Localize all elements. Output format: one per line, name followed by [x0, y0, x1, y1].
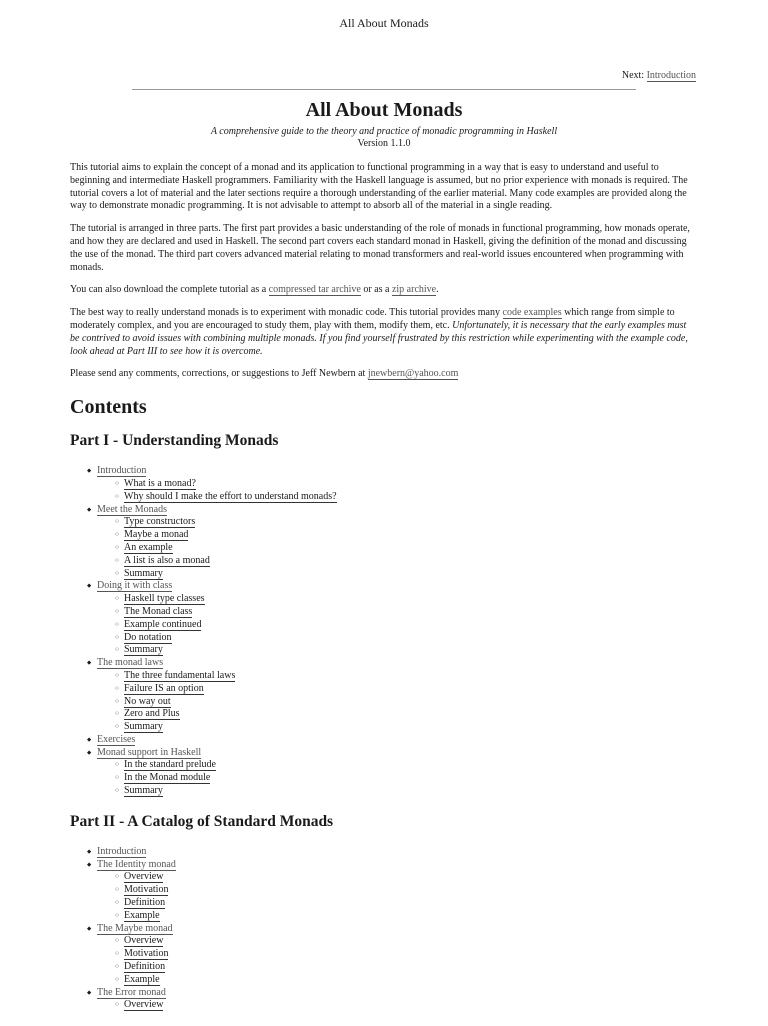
toc-sublink-what-is-a-monad[interactable]: What is a monad?	[124, 477, 196, 489]
toc-sublink-overview[interactable]: Overview	[124, 871, 164, 883]
next-label: Next:	[621, 70, 645, 81]
toc-sublist	[97, 516, 698, 580]
code-examples-link[interactable]: code examples	[502, 307, 562, 319]
toc-link-the-error-monad[interactable]: The Error monad	[97, 986, 166, 998]
toc-sublink-an-example[interactable]: An example	[124, 541, 173, 553]
toc-subitem	[124, 568, 698, 581]
toc-sublist	[97, 871, 698, 922]
toc-sublink-definition[interactable]: Definition	[124, 897, 166, 909]
toc-subitem	[124, 555, 698, 568]
toc-subitem	[124, 910, 698, 923]
toc-item	[97, 859, 698, 923]
intro-paragraph-2: The tutorial is arranged in three parts. The first part provides a basic understanding of the role of monads in functional programming, how monads operate, and how they are declared and used in Haskell. The second part covers each standard monad in Haskell, giving the definition of the monad and discussing the use of the monad. The third part covers advanced material relating to monad transformers and real-world issues encountered when programming with monads.	[70, 223, 690, 273]
page-title: All About Monads	[305, 99, 463, 121]
toc-link-introduction[interactable]: Introduction	[97, 465, 147, 477]
toc-sublink-zero-and-plus[interactable]: Zero and Plus	[124, 708, 180, 720]
toc-sublink-definition[interactable]: Definition	[124, 961, 166, 973]
toc-sublink-example-continued[interactable]: Example continued	[124, 618, 202, 630]
toc-subitem	[124, 516, 698, 529]
toc-subitem	[124, 696, 698, 709]
toc-subitem	[124, 542, 698, 555]
toc-sublink-failure-is-an-option[interactable]: Failure IS an option	[124, 682, 204, 694]
zip-archive-link[interactable]: zip archive	[391, 284, 437, 296]
toc-item	[97, 747, 698, 798]
toc-item	[97, 987, 698, 1013]
toc-subitem	[124, 644, 698, 657]
page-header: All About Monads	[339, 16, 429, 30]
toc-list-part-1	[70, 465, 698, 798]
toc-sublink-example[interactable]: Example	[124, 973, 160, 985]
toc-link-doing-it-with-class[interactable]: Doing it with class	[97, 580, 173, 592]
toc-link-the-maybe-monad[interactable]: The Maybe monad	[97, 922, 173, 934]
examples-paragraph	[70, 307, 698, 358]
toc-sublist	[97, 935, 698, 986]
toc-sublink-why-should-i-make-the-effort-to-understand-monads[interactable]: Why should I make the effort to understand monads?	[124, 490, 337, 502]
toc-item	[97, 580, 698, 657]
toc-item	[97, 734, 698, 747]
toc-link-meet-the-monads[interactable]: Meet the Monads	[97, 503, 167, 515]
toc-subitem	[124, 670, 698, 683]
toc-item	[97, 465, 698, 503]
toc-subitem	[124, 708, 698, 721]
toc-subitem	[124, 948, 698, 961]
contents-heading: Contents	[70, 396, 147, 419]
toc-subitem	[124, 759, 698, 772]
download-text-2: or as a	[360, 284, 392, 296]
toc-link-the-identity-monad[interactable]: The Identity monad	[97, 858, 176, 870]
toc-subitem	[124, 593, 698, 606]
toc-item	[97, 504, 698, 581]
email-link[interactable]: jnewbern@yahoo.com	[367, 368, 459, 380]
table-of-contents	[70, 431, 698, 1012]
version-label: Version 1.1.0	[357, 138, 411, 149]
toc-sublink-in-the-monad-module[interactable]: In the Monad module	[124, 772, 211, 784]
toc-link-monad-support-in-haskell[interactable]: Monad support in Haskell	[97, 746, 202, 758]
intro-paragraph-1: This tutorial aims to explain the concept of a monad and its application to functional programming in a way that is easy to understand and useful to beginning and intermediate Haskell programmers. Familiarity with the Haskell language is assumed, but no prior experience with monads is required. The tutorial covers a lot of material and the later sections require a thorough understanding of the earlier material. Many code examples are provided along the way to demonstrate monadic programming. It is not advisable to attempt to absorb all of the material in a single reading.	[70, 162, 688, 212]
tar-archive-link[interactable]: compressed tar archive	[268, 284, 361, 296]
toc-subitem	[124, 871, 698, 884]
toc-sublist	[97, 759, 698, 797]
toc-subitem	[124, 974, 698, 987]
page-subtitle: A comprehensive guide to the theory and practice of monadic programming in Haskell	[210, 126, 558, 137]
toc-sublink-maybe-a-monad[interactable]: Maybe a monad	[124, 529, 189, 541]
toc-subitem	[124, 632, 698, 645]
toc-subitem	[124, 935, 698, 948]
toc-link-exercises[interactable]: Exercises	[97, 733, 136, 745]
main-content	[70, 98, 698, 1026]
toc-sublink-overview[interactable]: Overview	[124, 935, 164, 947]
header-divider	[132, 89, 636, 90]
toc-sublink-motivation[interactable]: Motivation	[124, 948, 169, 960]
toc-sublist	[97, 478, 698, 504]
examples-text-1: The best way to really understand monads is to experiment with monadic code. This tutorial provides many	[70, 307, 503, 319]
toc-sublink-motivation[interactable]: Motivation	[124, 884, 169, 896]
toc-subitem	[124, 897, 698, 910]
toc-subitem	[124, 999, 698, 1012]
toc-sublink-summary[interactable]: Summary	[124, 567, 163, 579]
toc-sublink-type-constructors[interactable]: Type constructors	[124, 516, 196, 528]
toc-sublink-summary[interactable]: Summary	[124, 785, 163, 797]
toc-link-the-monad-laws[interactable]: The monad laws	[97, 657, 164, 669]
examples-text-2: which range from simple to moderately complex, and you are encouraged to study them, play with them, modify them, etc.	[70, 307, 675, 331]
toc-list-part-2	[70, 846, 698, 1012]
toc-item	[97, 657, 698, 734]
download-text-1: You can also download the complete tutorial as a	[70, 284, 269, 296]
toc-subitem	[124, 884, 698, 897]
contact-paragraph	[70, 368, 698, 381]
toc-sublist	[97, 593, 698, 657]
examples-warning: Unfortunately, it is necessary that the early examples must be contrived to avoid issues with combining multiple monads. If you find yourself frustrated by this restriction while experimenting with the example code, look ahead at Part III to see how it is overcome.	[70, 319, 688, 357]
toc-sublink-no-way-out[interactable]: No way out	[124, 695, 171, 707]
download-paragraph	[70, 284, 698, 297]
download-text-3: .	[436, 284, 439, 296]
toc-subitem	[124, 772, 698, 785]
toc-sublink-overview[interactable]: Overview	[124, 999, 164, 1011]
toc-subitem	[124, 529, 698, 542]
toc-subitem	[124, 491, 698, 504]
toc-subitem	[124, 961, 698, 974]
toc-subitem	[124, 785, 698, 798]
toc-sublink-in-the-standard-prelude[interactable]: In the standard prelude	[124, 759, 216, 771]
toc-subitem	[124, 683, 698, 696]
toc-sublink-example[interactable]: Example	[124, 909, 160, 921]
toc-sublist	[97, 999, 698, 1012]
toc-sublink-haskell-type-classes[interactable]: Haskell type classes	[124, 593, 205, 605]
toc-sublink-do-notation[interactable]: Do notation	[124, 631, 172, 643]
toc-sublink-summary[interactable]: Summary	[124, 721, 163, 733]
toc-subitem	[124, 619, 698, 632]
next-introduction-link[interactable]: Introduction	[646, 70, 696, 81]
toc-sublink-a-list-is-also-a-monad[interactable]: A list is also a monad	[124, 554, 210, 566]
toc-sublink-the-monad-class[interactable]: The Monad class	[124, 605, 193, 617]
toc-link-introduction[interactable]: Introduction	[97, 845, 147, 857]
toc-item	[97, 846, 698, 859]
toc-sublink-summary[interactable]: Summary	[124, 644, 163, 656]
part-heading-2: Part II - A Catalog of Standard Monads	[70, 812, 334, 830]
toc-subitem	[124, 606, 698, 619]
toc-subitem	[124, 721, 698, 734]
contact-text: Please send any comments, corrections, or suggestions to Jeff Newbern at	[70, 368, 368, 380]
toc-item	[97, 923, 698, 987]
part-heading-1: Part I - Understanding Monads	[70, 432, 279, 450]
toc-sublink-the-three-fundamental-laws[interactable]: The three fundamental laws	[124, 669, 236, 681]
next-nav	[622, 70, 696, 81]
toc-subitem	[124, 478, 698, 491]
toc-sublist	[97, 670, 698, 734]
